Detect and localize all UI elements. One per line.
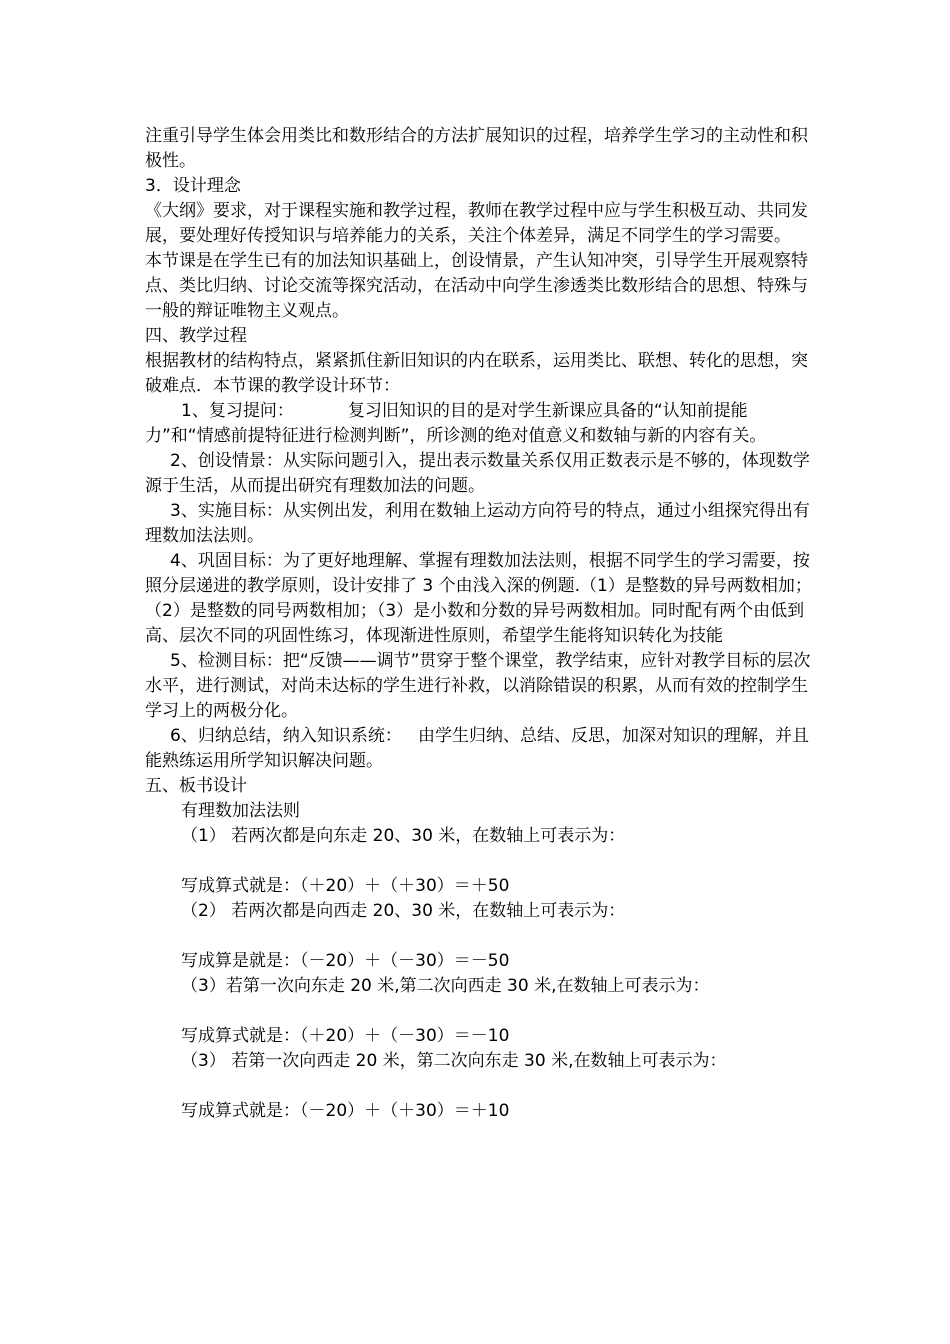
step-consolidate: 4、巩固目标：为了更好地理解、掌握有理数加法法则，根据不同学生的学习需要，按照分层递进的教学原则，设计安排了 3 个由浅入深的例题.（1）是整数的异号两数相加；（2）是整数的同号两数相加；（3）是小数和分数的异号两数相加。同时配有两个由低到高、层次不同的巩固性练习，体现渐进性原则，希望学生能将知识转化为技能	[145, 551, 812, 646]
board-case-2: （2） 若两次都是向西走 20、30 米，在数轴上可表示为：	[181, 901, 626, 921]
paragraph-teaching-goal-tail: 注重引导学生体会用类比和数形结合的方法扩展知识的过程，培养学生学习的主动性和积极性。	[145, 126, 808, 171]
number-line-space	[181, 999, 815, 1024]
board-case-4: （3） 若第一次向西走 20 米，第二次向东走 30 米,在数轴上可表示为：	[181, 1051, 727, 1071]
number-line-space	[181, 849, 815, 874]
step-assess: 5、检测目标：把“反馈——调节”贯穿于整个课堂，教学结束，应针对教学目标的层次水平，进行测试，对尚未达标的学生进行补救，以消除错误的积累，从而有效的控制学生学习上的两极分化。	[145, 651, 811, 721]
paragraph-outline-requirement: 《大纲》要求，对于课程实施和教学过程，教师在教学过程中应与学生积极互动、共同发展，要处理好传授知识与培养能力的关系，关注个体差异，满足不同学生的学习需要。	[145, 201, 808, 246]
board-design	[145, 799, 815, 1124]
board-formula-3: 写成算式就是：（＋20）＋（－30）＝－10	[181, 1026, 510, 1046]
board-formula-1: 写成算式就是：（＋20）＋（＋30）＝＋50	[181, 876, 510, 896]
paragraph-lesson-concept: 本节课是在学生已有的加法知识基础上，创设情景，产生认知冲突，引导学生开展观察特点、类比归纳、讨论交流等探究活动，在活动中向学生渗透类比数形结合的思想、特殊与一般的辩证唯物主义观点。	[145, 251, 808, 321]
board-case-1: （1） 若两次都是向东走 20、30 米，在数轴上可表示为：	[181, 826, 626, 846]
paragraph-process-intro: 根据教材的结构特点，紧紧抓住新旧知识的内在联系，运用类比、联想、转化的思想，突破难点．本节课的教学设计环节：	[145, 351, 808, 396]
board-formula-4: 写成算式就是：（－20）＋（＋30）＝＋10	[181, 1101, 510, 1121]
step-scenario: 2、创设情景：从实际问题引入，提出表示数量关系仅用正数表示是不够的，体现数学源于生活，从而提出研究有理数加法的问题。	[145, 451, 810, 496]
step-summary: 6、归纳总结，纳入知识系统： 由学生归纳、总结、反思，加深对知识的理解，并且能熟练运用所学知识解决问题。	[145, 726, 810, 771]
board-title: 有理数加法法则	[181, 801, 300, 821]
heading-board-design: 五、板书设计	[145, 776, 247, 796]
heading-teaching-process: 四、教学过程	[145, 326, 247, 346]
board-case-3: （3）若第一次向东走 20 米,第二次向西走 30 米,在数轴上可表示为：	[181, 976, 710, 996]
heading-design-concept: 3．设计理念	[145, 176, 241, 196]
number-line-space	[181, 924, 815, 949]
board-formula-2: 写成算是就是：（－20）＋（－30）＝－50	[181, 951, 510, 971]
step-review: 1、复习提问： 复习旧知识的目的是对学生新课应具备的“认知前提能力”和“情感前提特征进行检测判断”，所诊测的绝对值意义和数轴与新的内容有关。	[145, 401, 767, 446]
number-line-space	[181, 1074, 815, 1099]
document-page	[145, 124, 815, 1124]
step-implement: 3、实施目标：从实例出发，利用在数轴上运动方向符号的特点，通过小组探究得出有理数加法法则。	[145, 501, 810, 546]
